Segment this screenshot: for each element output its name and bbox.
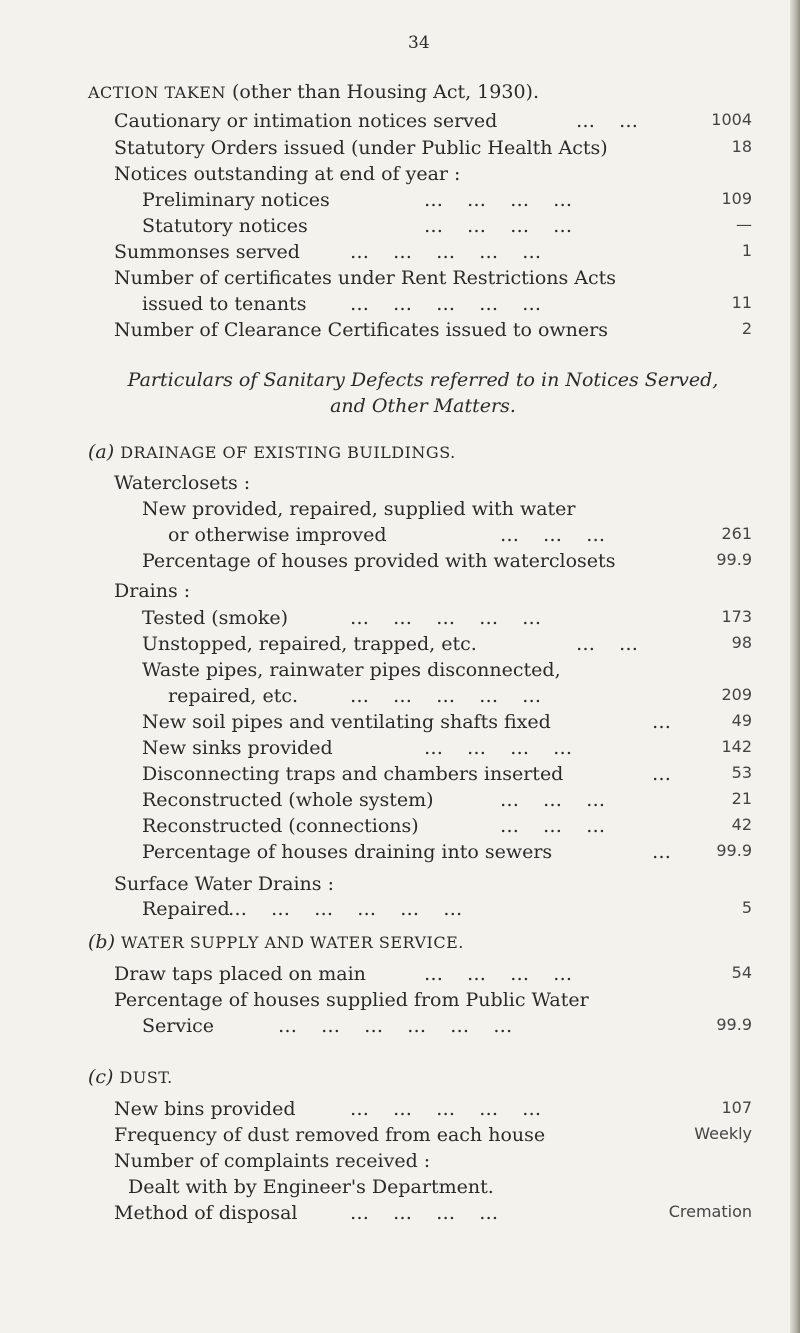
row-label: Reconstructed (connections) — [142, 815, 419, 837]
row-label: Frequency of dust removed from each house — [114, 1124, 546, 1146]
row-drains-sinks — [88, 737, 752, 763]
row-dust-frequency — [88, 1124, 752, 1150]
row-public-water-percentage — [88, 989, 752, 1015]
section-letter: (b) — [88, 931, 122, 953]
row-value: 99.9 — [716, 1015, 752, 1034]
row-label: Unstopped, repaired, trapped, etc. — [142, 633, 477, 655]
row-label: Tested (smoke) — [142, 607, 289, 629]
row-value: 1004 — [711, 110, 752, 129]
row-label: Notices outstanding at end of year : — [114, 163, 461, 185]
row-label: Cautionary or intimation notices served — [114, 110, 498, 132]
row-label: Number of certificates under Rent Restrictions Acts — [114, 267, 617, 289]
row-value: 109 — [721, 189, 752, 208]
waterclosets-label: Waterclosets : — [114, 472, 251, 494]
row-value: 49 — [731, 711, 752, 730]
row-label: Statutory Orders issued (under Public Health Acts) — [114, 137, 608, 159]
row-label: New soil pipes and ventilating shafts fixed — [142, 711, 551, 733]
row-statutory-orders — [88, 137, 752, 163]
particulars-heading-line1: Particulars of Sanitary Defects referred to in Notices Served, — [127, 369, 719, 391]
row-value: 173 — [721, 607, 752, 626]
row-drains-percentage — [88, 841, 752, 867]
action-taken-heading — [88, 81, 539, 103]
drainage-title: DRAINAGE OF EXISTING BUILDINGS. — [120, 443, 456, 462]
row-method-of-disposal — [88, 1202, 752, 1228]
row-value: 21 — [731, 789, 752, 808]
row-label: repaired, etc. — [168, 685, 299, 707]
dust-title: DUST. — [119, 1068, 173, 1087]
row-label: Service — [142, 1015, 215, 1037]
row-statutory-notices — [88, 215, 752, 241]
row-drains-reconstructed-connections — [88, 815, 752, 841]
row-label: Dealt with by Engineer's Department. — [128, 1176, 494, 1198]
row-label: Percentage of houses provided with waterclosets — [142, 550, 616, 572]
row-label: Repaired — [142, 898, 230, 920]
row-label: Preliminary notices — [142, 189, 330, 211]
row-engineers-department — [88, 1176, 752, 1202]
row-label: Disconnecting traps and chambers inserted — [142, 763, 564, 785]
leader-dots: … … … — [500, 524, 615, 546]
row-value: 99.9 — [716, 550, 752, 569]
row-clearance-certificates — [88, 319, 752, 345]
row-label: New provided, repaired, supplied with water — [142, 498, 576, 520]
row-drains-repaired — [88, 685, 752, 711]
row-drains-traps — [88, 763, 752, 789]
row-new-bins — [88, 1098, 752, 1124]
section-letter: (c) — [88, 1066, 120, 1088]
row-label: Number of complaints received : — [114, 1150, 431, 1172]
leader-dots: … … … … … — [350, 685, 551, 707]
leader-dots: … … … … — [424, 215, 582, 237]
row-value: Cremation — [668, 1202, 752, 1221]
row-preliminary-notices — [88, 189, 752, 215]
row-value: 42 — [731, 815, 752, 834]
leader-dots: … … … … — [424, 189, 582, 211]
row-value: 11 — [731, 293, 752, 312]
row-wc-improved — [88, 524, 752, 550]
page-number: 34 — [408, 33, 430, 53]
row-label: Waste pipes, rainwater pipes disconnected, — [142, 659, 561, 681]
leader-dots: … … — [576, 633, 648, 655]
row-issued-to-tenants — [88, 293, 752, 319]
leader-dots: … … … … — [424, 737, 582, 759]
row-drains-tested — [88, 607, 752, 633]
leader-dots: … … … … — [350, 1202, 508, 1224]
leader-dots: … … … … … … — [278, 1015, 522, 1037]
row-label: Draw taps placed on main — [114, 963, 366, 985]
row-drains-waste-pipes — [88, 659, 752, 685]
leader-dots: … — [652, 841, 680, 863]
row-value: 209 — [721, 685, 752, 704]
leader-dots: … — [652, 763, 680, 785]
leader-dots: … — [652, 711, 680, 733]
particulars-heading-line2: and Other Matters. — [330, 395, 516, 417]
row-label: New bins provided — [114, 1098, 296, 1120]
row-label: issued to tenants — [142, 293, 307, 315]
row-label: Percentage of houses supplied from Public Water — [114, 989, 589, 1011]
row-drains-reconstructed-whole — [88, 789, 752, 815]
water-supply-heading — [88, 931, 464, 953]
row-value: 99.9 — [716, 841, 752, 860]
row-value: 98 — [731, 633, 752, 652]
row-label: New sinks provided — [142, 737, 333, 759]
row-surface-repaired — [88, 898, 752, 924]
dust-heading — [88, 1066, 173, 1088]
drainage-heading — [88, 441, 456, 463]
row-label: Reconstructed (whole system) — [142, 789, 434, 811]
section-letter: (a) — [88, 441, 121, 463]
row-wc-percentage — [88, 550, 752, 576]
row-cautionary-notices — [88, 110, 752, 136]
leader-dots: … … … … … … — [228, 898, 472, 920]
leader-dots: … … … … … — [350, 293, 551, 315]
row-label: or otherwise improved — [168, 524, 387, 546]
row-notices-outstanding — [88, 163, 752, 189]
row-label: Percentage of houses draining into sewers — [142, 841, 553, 863]
row-value: 54 — [731, 963, 752, 982]
row-value: 261 — [721, 524, 752, 543]
water-supply-title: WATER SUPPLY AND WATER SERVICE. — [121, 933, 464, 952]
drains-label: Drains : — [114, 580, 191, 602]
leader-dots: … … … — [500, 815, 615, 837]
row-value: — — [736, 215, 752, 234]
row-label: Statutory notices — [142, 215, 308, 237]
row-value: 2 — [741, 319, 752, 338]
leader-dots: … … — [576, 110, 648, 132]
row-value: 1 — [741, 241, 752, 260]
page-edge-shadow — [790, 0, 800, 1333]
leader-dots: … … … … — [424, 963, 582, 985]
row-value: 107 — [721, 1098, 752, 1117]
action-taken-subtitle: (other than Housing Act, 1930). — [225, 81, 539, 103]
row-value: 5 — [741, 898, 752, 917]
row-value: 142 — [721, 737, 752, 756]
row-rent-certificates — [88, 267, 752, 293]
leader-dots: … … … — [500, 789, 615, 811]
row-value: 18 — [731, 137, 752, 156]
surface-water-label: Surface Water Drains : — [114, 873, 334, 895]
row-label: Summonses served — [114, 241, 300, 263]
leader-dots: … … … … … — [350, 241, 551, 263]
row-value: 53 — [731, 763, 752, 782]
row-summonses-served — [88, 241, 752, 267]
row-label: Method of disposal — [114, 1202, 298, 1224]
row-drains-soil-pipes — [88, 711, 752, 737]
leader-dots: … … … … … — [350, 607, 551, 629]
leader-dots: … … … … … — [350, 1098, 551, 1120]
row-wc-new-provided — [88, 498, 752, 524]
row-label: Number of Clearance Certificates issued to owners — [114, 319, 608, 341]
row-value: Weekly — [694, 1124, 752, 1143]
row-public-water-service — [88, 1015, 752, 1041]
row-drains-unstopped — [88, 633, 752, 659]
action-taken-title: ACTION TAKEN — [88, 83, 226, 102]
row-complaints — [88, 1150, 752, 1176]
row-draw-taps — [88, 963, 752, 989]
